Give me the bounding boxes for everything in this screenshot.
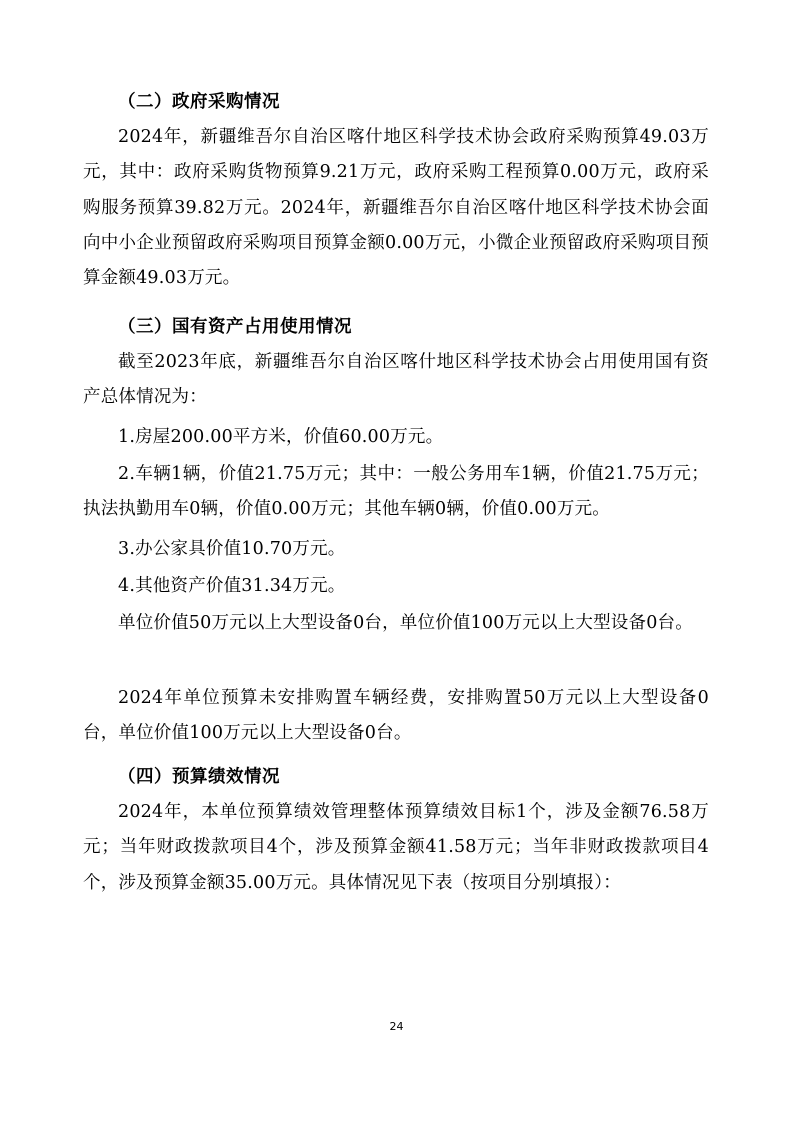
section-heading-assets: （三）国有资产占用使用情况 [118,317,352,337]
section-heading-performance: （四）预算绩效情况 [118,767,280,787]
assets-item-vehicles: 2.车辆1辆，价值21.75万元；其中：一般公务用车1辆，价值21.75万元；执法执勤用车0辆，价值0.00万元；其他车辆0辆，价值0.00万元。 [83,464,709,520]
performance-paragraph: 2024年，本单位预算绩效管理整体预算绩效目标1个，涉及金额76.58万元；当年财政拨款项目4个，涉及预算金额41.58万元；当年非财政拨款项目4个，涉及预算金额35.00万元。具体情况见下表（按项目分别填报）： [83,802,709,893]
procurement-paragraph: 2024年，新疆维吾尔自治区喀什地区科学技术协会政府采购预算49.03万元，其中：政府采购货物预算9.21万元，政府采购工程预算0.00万元，政府采购服务预算39.82万元。2024年，新疆维吾尔自治区喀什地区科学技术协会面向中小企业预留政府采购项目预算金额0.00万元，小微企业预留政府采购项目预算金额49.03万元。 [83,127,709,289]
assets-item-housing: 1.房屋200.00平方米，价值60.00万元。 [118,427,444,447]
assets-item-furniture: 3.办公家具价值10.70万元。 [118,539,346,559]
assets-intro-paragraph: 截至2023年底，新疆维吾尔自治区喀什地区科学技术协会占用使用国有资产总体情况为： [83,352,709,408]
assets-equipment-paragraph: 单位价值50万元以上大型设备0台，单位价值100万元以上大型设备0台。 [118,613,693,633]
assets-item-other: 4.其他资产价值31.34万元。 [118,576,346,596]
page-number: 24 [389,1020,404,1033]
assets-budget-paragraph: 2024年单位预算未安排购置车辆经费，安排购置50万元以上大型设备0台，单位价值100万元以上大型设备0台。 [83,688,709,744]
section-heading-procurement: （二）政府采购情况 [118,92,280,112]
